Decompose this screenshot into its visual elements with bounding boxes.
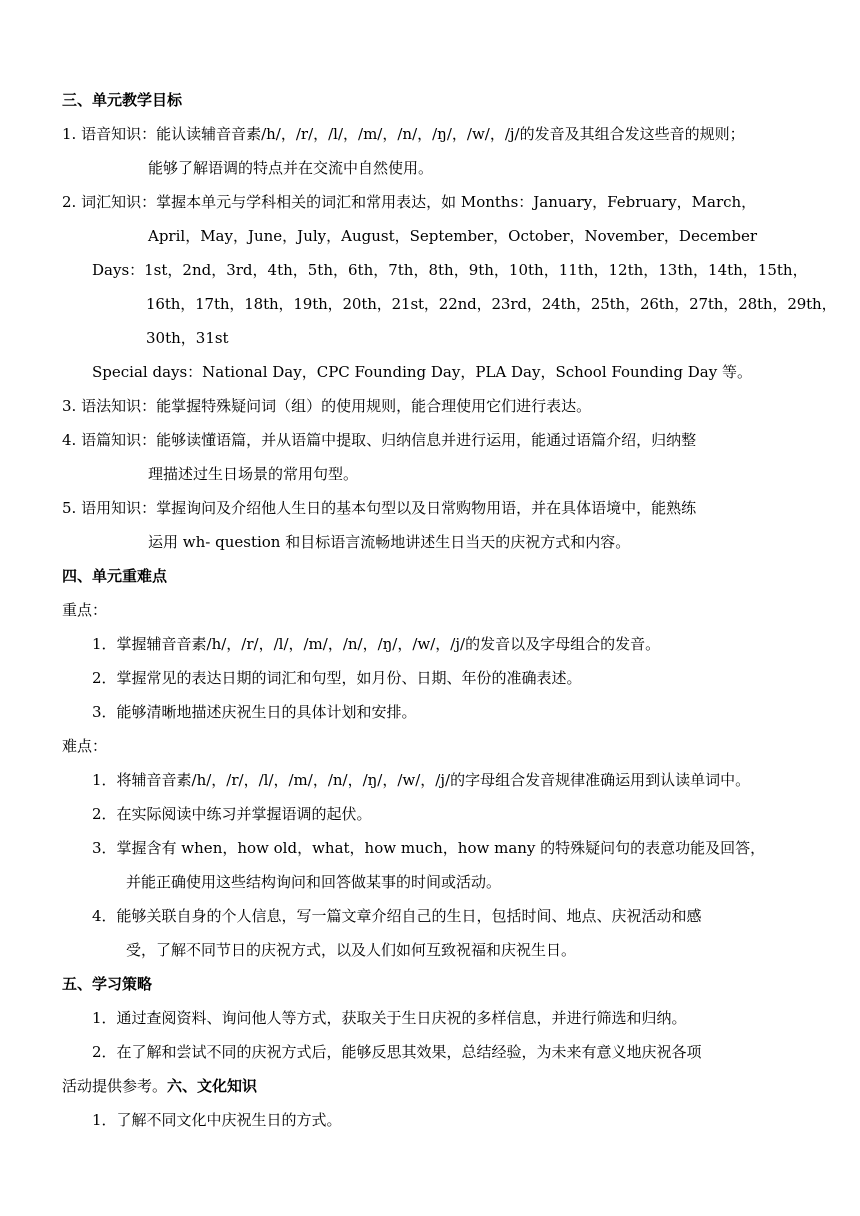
- objective-2-days-line-3: 30th，31st: [146, 329, 229, 347]
- strategy-2-line-2: 活动提供参考。: [62, 1077, 168, 1095]
- difficult-point-3-line-1: 3．掌握含有 when，how old，what，how much，how many 的特殊疑问句的表意功能及回答，: [92, 839, 766, 857]
- objective-2-days-line-2: 16th，17th，18th，19th，20th，21st，22nd，23rd，24th，25th，26th，27th，28th，29th，: [146, 295, 837, 313]
- objective-1-line-1: 1. 语音知识：能认读辅音音素/h/，/r/，/l/，/m/，/n/，/ŋ/，/w/，/j/的发音及其组合发这些音的规则；: [62, 125, 745, 143]
- objective-1-line-2: 能够了解语调的特点并在交流中自然使用。: [148, 159, 434, 177]
- strategy-1: 1．通过查阅资料、询问他人等方式，获取关于生日庆祝的多样信息，并进行筛选和归纳。: [92, 1009, 687, 1027]
- difficult-point-3-line-2: 并能正确使用这些结构询问和回答做某事的时间或活动。: [126, 873, 502, 891]
- difficult-point-2: 2．在实际阅读中练习并掌握语调的起伏。: [92, 805, 372, 823]
- objective-3: 3. 语法知识：能掌握特殊疑问词（组）的使用规则，能合理使用它们进行表达。: [62, 397, 592, 415]
- objective-5-line-1: 5. 语用知识：掌握询问及介绍他人生日的基本句型以及日常购物用语，并在具体语境中，能熟练: [62, 499, 697, 517]
- section-heading-6: 六、文化知识: [167, 1077, 258, 1095]
- difficult-point-1: 1．将辅音音素/h/，/r/，/l/，/m/，/n/，/ŋ/，/w/，/j/的字母组合发音规律准确运用到认读单词中。: [92, 771, 751, 789]
- objective-2-days-line-1: Days：1st，2nd，3rd，4th，5th，6th，7th，8th，9th，10th，11th，12th，13th，14th，15th，: [92, 261, 808, 279]
- key-point-1: 1．掌握辅音音素/h/，/r/，/l/，/m/，/n/，/ŋ/，/w/，/j/的发音以及字母组合的发音。: [92, 635, 661, 653]
- section-heading-5: 五、学习策略: [62, 975, 153, 993]
- objective-4-line-1: 4. 语篇知识：能够读懂语篇，并从语篇中提取、归纳信息并进行运用，能通过语篇介绍，归纳整: [62, 431, 697, 449]
- difficult-point-4-line-2: 受，了解不同节日的庆祝方式，以及人们如何互致祝福和庆祝生日。: [126, 941, 577, 959]
- objective-2-line-1: 2. 词汇知识：掌握本单元与学科相关的词汇和常用表达，如 Months：January，February，March，: [62, 193, 757, 211]
- objective-2-special-days: Special days：National Day，CPC Founding Day，PLA Day，School Founding Day 等。: [92, 363, 752, 381]
- culture-1: 1．了解不同文化中庆祝生日的方式。: [92, 1111, 342, 1129]
- section-heading-3: 三、单元教学目标: [62, 91, 183, 109]
- key-point-2: 2．掌握常见的表达日期的词汇和句型，如月份、日期、年份的准确表述。: [92, 669, 582, 687]
- key-point-3: 3．能够清晰地描述庆祝生日的具体计划和安排。: [92, 703, 417, 721]
- strategy-2-line-1: 2．在了解和尝试不同的庆祝方式后，能够反思其效果，总结经验，为未来有意义地庆祝各项: [92, 1043, 702, 1061]
- difficult-points-label: 难点：: [62, 737, 108, 755]
- key-points-label: 重点：: [62, 601, 108, 619]
- objective-2-months: April，May，June，July，August，September，October，November，December: [148, 227, 757, 245]
- difficult-point-4-line-1: 4．能够关联自身的个人信息，写一篇文章介绍自己的生日，包括时间、地点、庆祝活动和感: [92, 907, 702, 925]
- objective-4-line-2: 理描述过生日场景的常用句型。: [148, 465, 359, 483]
- strategy-2-line-2-with-heading: [62, 1076, 257, 1096]
- section-heading-4: 四、单元重难点: [62, 567, 168, 585]
- objective-5-line-2: 运用 wh- question 和目标语言流畅地讲述生日当天的庆祝方式和内容。: [148, 533, 631, 551]
